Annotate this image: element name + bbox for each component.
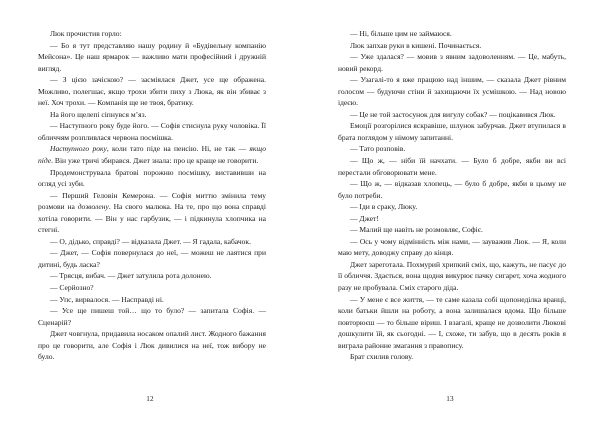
- paragraph: Люк прочистив горло:: [50, 29, 122, 38]
- paragraph: — Серйозно?: [50, 283, 94, 293]
- paragraph: — Джет, — Софія повернулася до неї, — можеш не лаятися при дитині, будь ласка?: [38, 248, 266, 269]
- paragraph: Джет зареготала. Похмурий хрипкий сміх, що, кажуть, не пасує до її обличчя. Здається, вона щодня викурює пачку сигарет, хоча жодного разу не пробувала. Сміх старого діда.: [338, 259, 566, 293]
- paragraph-with-italics: [38, 143, 266, 166]
- paragraph: — Усе ще пишеш той… що то було? — запитала Софія. — Сценарій?: [38, 306, 266, 327]
- paragraph: — О, дідько, справді? — відказала Джет. — Я гадала, кабачок.: [50, 236, 251, 246]
- paragraph: — Що ж, — відказав хлопець, — було б добре, якби в цьому не було потреби.: [338, 179, 566, 200]
- paragraph: — Наступного року буде його. — Софія стиснула руку чоловіка. Її обличчям розпливлася червона посмішка.: [38, 121, 266, 142]
- paragraph-text: . Він уже тричі збирався. Джет знала: про це краще не говорити.: [51, 156, 259, 166]
- paragraph: — Це не той застосунок для вигулу собак? — поцікавився Люк.: [350, 109, 556, 119]
- paragraph: — У мене є все життя, — те саме казала собі щопонеділка вранці, коли батьки йшли на роботу, а вона залишалася вдома. Що більше повторюєш — то більше віриш. І взагалі, краще не дозволити Люкові дошкулити їй, як сьогодні. — І, схоже, ти забув, що в десять років я виграла районне змагання з правопису.: [338, 294, 566, 350]
- italic-phrase: Наступного року: [50, 144, 107, 154]
- italic-phrase: якщо піде: [38, 144, 266, 166]
- paragraph: — Малий ще навіть не розмовляє, Софіє.: [350, 225, 483, 235]
- paragraph: Люк запхав руки в кишені. Починається.: [350, 40, 482, 50]
- paragraph: — Уже здалася? — мовив з явним задоволенням. — Це, мабуть, новий рекорд.: [338, 52, 566, 73]
- paragraph-text: , коли тато піде на пенсію. Ні, не так —: [106, 144, 250, 154]
- page-number-left: 12: [146, 395, 154, 403]
- paragraph-text: — Перший Геловін Кемерона. — Софія миттю змінила тему розмови на: [38, 190, 266, 212]
- paragraph: На його щелепі сіпнувся м’яз.: [50, 109, 147, 119]
- paragraph: — Трясця, вибач. — Джет затулила рота долонею.: [50, 271, 212, 281]
- paragraph: — Джет!: [350, 213, 379, 223]
- paragraph: — Узагалі-то я вже працюю над іншим, — сказала Джет рівним голосом — будуючи стіни й захищаючи їх усмішкою. — Над новою ідеєю.: [338, 75, 566, 108]
- page-number-right: 13: [446, 395, 454, 403]
- paragraph: — Що ж, — ніби їй начхати. — Було б добре, якби ви всі перестали обговорювати мене.: [338, 156, 566, 177]
- paragraph: — Упс, вирвалося. — Насправді ні.: [50, 294, 164, 304]
- paragraph: — Ні, більше цим не займаюся.: [350, 29, 452, 38]
- page-right-textblock: [338, 28, 566, 363]
- paragraph: — Іди в сраку, Люку.: [350, 202, 418, 212]
- paragraph: — Тато розповів.: [350, 144, 406, 154]
- page-left-textblock: [38, 28, 266, 363]
- italic-phrase: дозволену: [77, 202, 109, 212]
- paragraph: Джет човгнула, придавила носаком опалий лист. Жодного бажання про це говорити, але Софія і Люк дивилися на неї, тож вибору не було.: [38, 329, 266, 362]
- paragraph: Брат схилив голову.: [350, 352, 414, 362]
- paragraph: — Бо я тут представляю нашу родину й «Будівельну компанію Мейсона». Це наш ярмарок — важливо мати професійний і дружній вигляд.: [38, 40, 266, 73]
- paragraph: Емоції розгорілися яскравіше, шлунок забурчав. Джет втупилася в брата поглядом у німому запитанні.: [338, 121, 566, 142]
- page-right: [300, 0, 600, 429]
- paragraph: — З цією зачіскою? — засміялася Джет, усе ще ображена. Можливо, полегшає, якщо трохи збити пиху з Люка, як він збиває з неї. Хоч трохи. — Компанія ще не твоя, братику.: [38, 75, 266, 108]
- paragraph: — Ось у чому відмінність між нами, — зауважив Люк. — Я, коли маю мету, доводжу справу до кінця.: [338, 236, 566, 258]
- paragraph: Продемонструвала братові порожню посмішку, виставивши на огляд усі зуби.: [38, 167, 266, 189]
- paragraph-with-italics: [38, 190, 266, 236]
- paragraph-text: . На свого малюка. На те, про що вона справді хотіла говорити. — Він у нас гарбузик, — і підкинула хлопчика на стегні.: [38, 202, 266, 235]
